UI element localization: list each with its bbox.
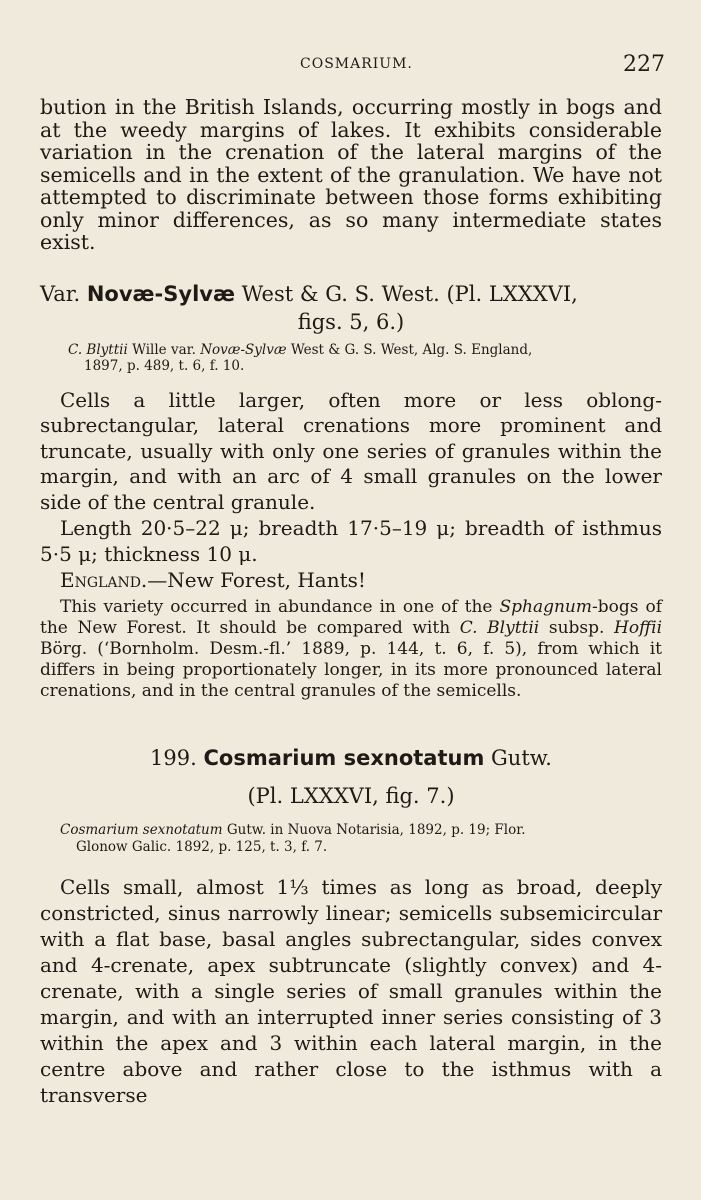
- citation-text: Gutw. in Nuova Notarisia, 1892, p. 19; Flor.: [226, 822, 526, 838]
- citation-text: Glonow Galic. 1892, p. 125, t. 3, f. 7.: [76, 839, 328, 855]
- citation-species: Cosmarium sexnotatum: [60, 822, 223, 838]
- variety-measurements: Length 20·5–22 μ; breadth 17·5–19 μ; breadth of isthmus 5·5 μ; thickness 10 μ.: [40, 516, 662, 566]
- species-heading: [40, 742, 662, 812]
- page-header: [0, 52, 701, 82]
- locality-place: —New Forest, Hants!: [147, 568, 366, 592]
- variety-figs: figs. 5, 6.): [297, 309, 405, 334]
- citation-variety: Novæ-Sylvæ: [200, 341, 287, 358]
- citation-species: C. Blyttii: [68, 341, 128, 358]
- page-body: [40, 96, 662, 1108]
- page-number: 227: [623, 52, 665, 77]
- running-head: COSMARIUM.: [300, 56, 413, 72]
- remark-text: This variety occurred in abundance in one of the: [60, 597, 493, 617]
- remark-italic: Sphagnum: [499, 597, 592, 617]
- variety-citation: [40, 342, 662, 374]
- species-authority: Gutw.: [491, 746, 552, 770]
- continuation-paragraph: bution in the British Islands, occurring mostly in bogs and at the weedy margins of lakes. It exhibits considerable variation in the crenation of the lateral margins of the semicells and in the extent of the granulation. We have not attempted to discriminate between those forms exhibiting only minor differences, as so many intermediate states exist.: [40, 95, 662, 254]
- variety-name: Novæ-Sylvæ: [86, 281, 235, 306]
- species-number: 199.: [150, 746, 197, 770]
- variety-locality: [40, 567, 662, 593]
- variety-remark: [40, 597, 662, 702]
- species-description: Cells small, almost 1⅓ times as long as broad, deeply constricted, sinus narrowly linear; semicells subsemicircular with a flat base, basal angles subrectangular, sides convex and 4-crenate, apex subtruncate (slightly convex) and 4-crenate, with a single series of small granules within the margin, and with an interrupted inner series consisting of 3 within the apex and 3 within each lateral margin, in the centre above and rather close to the isthmus with a transverse: [40, 875, 662, 1107]
- variety-authority: West & G. S. West.: [241, 281, 440, 306]
- variety-plate: (Pl. LXXXVI,: [446, 281, 578, 306]
- remark-italic: Hoffii: [614, 618, 663, 638]
- remark-text: subsp.: [548, 618, 605, 638]
- species-citation: [40, 822, 662, 856]
- remark-text: -bogs of the New Forest. It should be compared with: [40, 597, 662, 638]
- variety-heading: [40, 280, 662, 336]
- citation-text: 1897, p. 489, t. 6, f. 10.: [84, 357, 245, 374]
- citation-text: West & G. S. West, Alg. S. England,: [290, 341, 533, 358]
- species-name: Cosmarium sexnotatum: [203, 746, 485, 770]
- citation-text: Wille var.: [132, 341, 196, 358]
- remark-italic: C. Blyttii: [459, 618, 540, 638]
- species-plate: (Pl. LXXXVI, fig. 7.): [247, 784, 455, 808]
- variety-description: Cells a little larger, often more or less oblong-subrectangular, lateral crenations more prominent and truncate, usually with only one series of granules within the margin, and with an arc of 4 small granules on the lower side of the central granule.: [40, 387, 662, 514]
- locality-country: England.: [60, 568, 148, 592]
- variety-prefix: Var.: [40, 281, 81, 306]
- remark-text: Börg. (‘Bornholm. Desm.-fl.’ 1889, p. 144, t. 6, f. 5), from which it differs in being proportionately longer, in its more pronounced lateral crenations, and in the central granules of the semicells.: [40, 639, 662, 701]
